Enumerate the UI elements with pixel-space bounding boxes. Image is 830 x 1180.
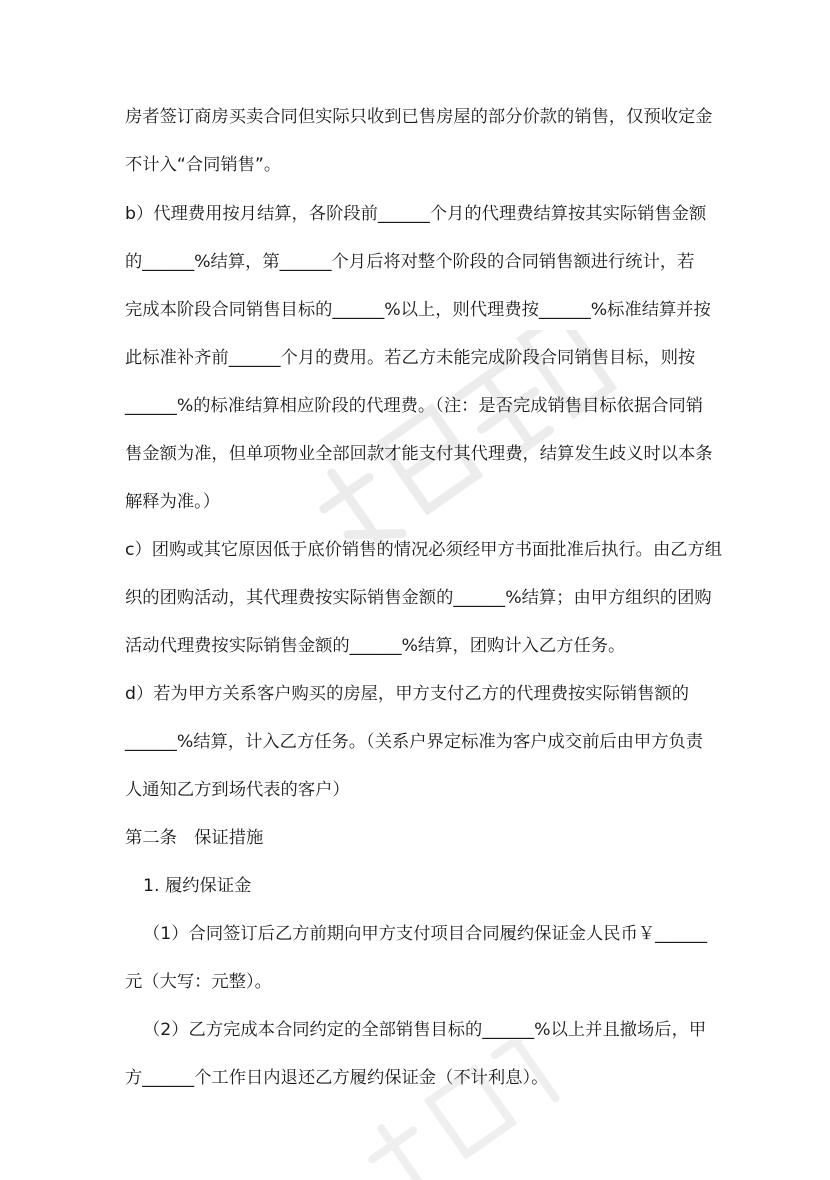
clause-c-line-3: 活动代理费按实际销售金额的______%结算，团购计入乙方任务。 [125,636,626,656]
paragraph-line-1: 房者签订商房买卖合同但实际只收到已售房屋的部分价款的销售，仅预收定金 [125,107,713,127]
paragraph-line-2: 不计入“合同销售”。 [125,155,282,175]
clause-b-line-1: b）代理费用按月结算，各阶段前______个月的代理费结算按其实际销售金额 [125,204,707,224]
section-heading: 第二条 保证措施 [125,828,264,848]
item-2-line-2: 方______个工作日内退还乙方履约保证金（不计利息）。 [125,1068,549,1088]
clause-b-line-5: ______%的标准结算相应阶段的代理费。（注：是否完成销售目标依据合同销 [125,396,704,416]
clause-b-line-6: 售金额为准，但单项物业全部回款才能支付其代理费，结算发生歧义时以本条 [125,444,713,464]
clause-d-line-1: d）若为甲方关系客户购买的房屋，甲方支付乙方的代理费按实际销售额的 [125,684,689,704]
item-1-line-2: 元（大写：元整）。 [125,972,272,992]
clause-c-line-1: c）团购或其它原因低于底价销售的情况必须经甲方书面批准后执行。由乙方组 [125,540,723,560]
item-1-line-1: （1）合同签订后乙方前期向甲方支付项目合同履约保证金人民币￥______ [143,924,707,944]
clause-b-line-3: 完成本阶段合同销售目标的______%以上，则代理费按______%标准结算并按 [125,300,711,320]
item-2-line-1: （2）乙方完成本合同约定的全部销售目标的______%以上并且撤场后，甲 [143,1020,707,1040]
clause-b-line-2: 的______%结算，第______个月后将对整个阶段的合同销售额进行统计，若 [125,252,695,272]
clause-c-line-2: 织的团购活动，其代理费按实际销售金额的______%结算；由甲方组织的团购 [125,588,712,608]
watermark-stamp-lower [330,1040,590,1180]
subsection-heading: 1. 履约保证金 [143,876,252,896]
clause-d-line-2: ______%结算，计入乙方任务。（关系户界定标准为客户成交前后由甲方负责 [125,732,704,752]
clause-b-line-7: 解释为准。） [125,492,221,512]
clause-d-line-3: 人通知乙方到场代表的客户） [125,780,350,800]
clause-b-line-4: 此标准补齐前______个月的费用。若乙方未能完成阶段合同销售目标，则按 [125,348,696,368]
